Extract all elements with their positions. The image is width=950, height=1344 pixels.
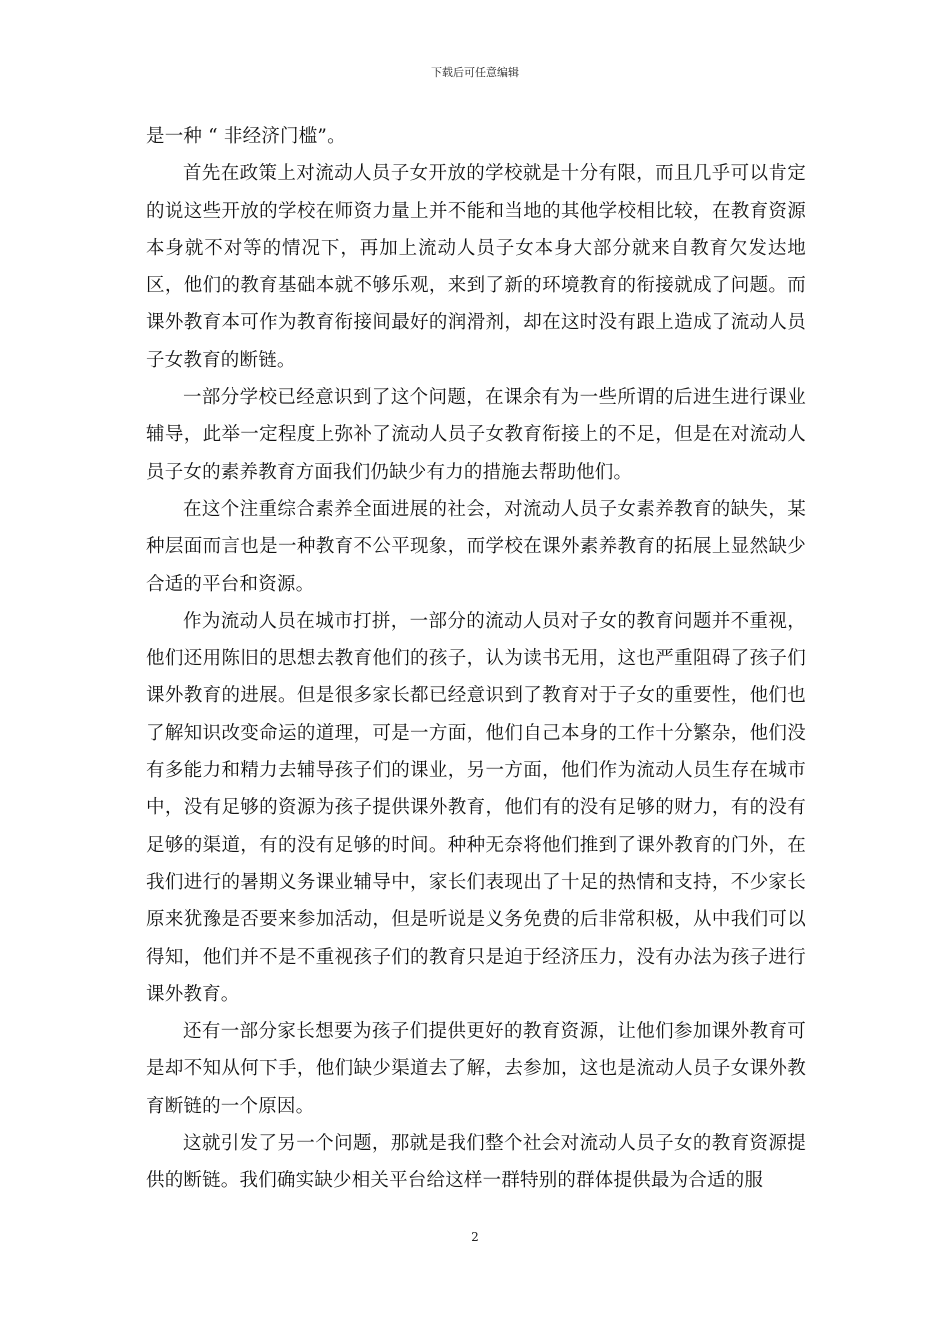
page-header: 下载后可任意编辑 [431,66,519,79]
paragraph-continuation: 是一种 “ 非经济门槛”。 [146,126,346,147]
paragraph: 一部分学校已经意识到了这个问题，在课余有为一些所谓的后进生进行课业辅导，此举一定程度上弥补了流动人员子女教育衔接上的不足，但是在对流动人员子女的素养教育方面我们仍缺少有力的措施去帮助他们。 [146,387,806,483]
paragraph: 还有一部分家长想要为孩子们提供更好的教育资源，让他们参加课外教育可是却不知从何下手，他们缺少渠道去了解，去参加，这也是流动人员子女课外教育断链的一个原因。 [146,1021,806,1117]
document-body [146,118,806,1200]
page-number: 2 [471,1230,479,1244]
paragraph: 作为流动人员在城市打拼，一部分的流动人员对子女的教育问题并不重视，他们还用陈旧的思想去教育他们的孩子，认为读书无用，这也严重阻碍了孩子们课外教育的进展。但是很多家长都已经意识到了教育对于子女的重要性，他们也了解知识改变命运的道理，可是一方面，他们自己本身的工作十分繁杂，他们没有多能力和精力去辅导孩子们的课业，另一方面，他们作为流动人员生存在城市中，没有足够的资源为孩子提供课外教育，他们有的没有足够的财力，有的没有足够的渠道，有的没有足够的时间。种种无奈将他们推到了课外教育的门外，在我们进行的暑期义务课业辅导中，家长们表现出了十足的热情和支持，不少家长原来犹豫是否要来参加活动，但是听说是义务免费的后非常积极，从中我们可以得知，他们并不是不重视孩子们的教育只是迫于经济压力，没有办法为孩子进行课外教育。 [146,610,806,1005]
paragraph: 在这个注重综合素养全面进展的社会，对流动人员子女素养教育的缺失，某种层面而言也是一种教育不公平现象，而学校在课外素养教育的拓展上显然缺少合适的平台和资源。 [146,498,806,595]
paragraph: 这就引发了另一个问题，那就是我们整个社会对流动人员子女的教育资源提供的断链。我们确实缺少相关平台给这样一群特别的群体提供最为合适的服 [146,1133,806,1192]
paragraph: 首先在政策上对流动人员子女开放的学校就是十分有限，而且几乎可以肯定的说这些开放的学校在师资力量上并不能和当地的其他学校相比较，在教育资源本身就不对等的情况下，再加上流动人员子女本身大部分就来自教育欠发达地区，他们的教育基础本就不够乐观，来到了新的环境教育的衔接就成了问题。而课外教育本可作为教育衔接间最好的润滑剂，却在这时没有跟上造成了流动人员子女教育的断链。 [146,163,806,371]
